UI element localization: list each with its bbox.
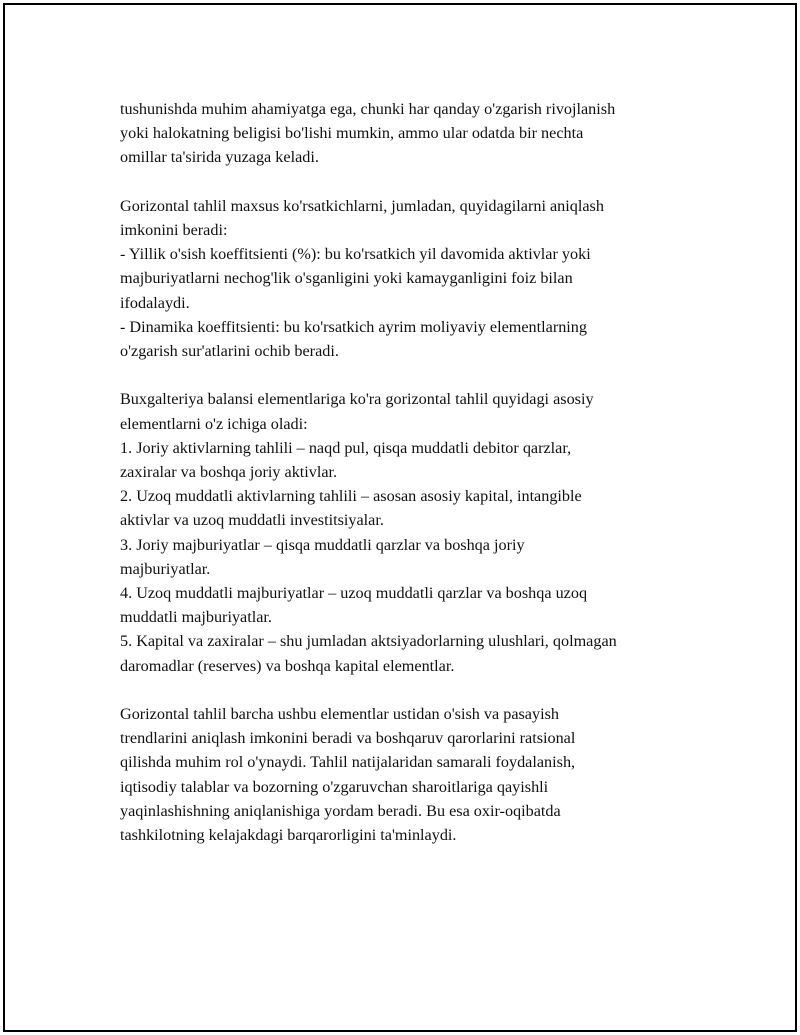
list-item-line: - Dinamika koeffitsienti: bu ko'rsatkich ayrim moliyaviy elementlarning	[120, 317, 587, 336]
paragraph-3	[120, 387, 700, 677]
list-item-line: zaxiralar va boshqa joriy aktivlar.	[120, 463, 338, 482]
document-page	[3, 3, 797, 1032]
text-line: Buxgalteriya balansi elementlariga ko'ra gorizontal tahlil quyidagi asosiy	[120, 390, 594, 409]
list-item-line: o'zgarish sur'atlarini ochib beradi.	[120, 342, 339, 361]
list-item-line: daromadlar (reserves) va boshqa kapital elementlar.	[120, 656, 455, 675]
text-line: Gorizontal tahlil barcha ushbu elementlar ustidan o'sish va pasayish	[120, 705, 559, 724]
text-line: qilishda muhim rol o'ynaydi. Tahlil natijalaridan samarali foydalanish,	[120, 753, 576, 772]
text-line: iqtisodiy talablar va bozorning o'zgaruvchan sharoitlariga qayishli	[120, 777, 549, 796]
paragraph-2	[120, 194, 700, 363]
list-item-line: - Yillik o'sish koeffitsienti (%): bu ko'rsatkich yil davomida aktivlar yoki	[120, 245, 591, 264]
list-item-line: 1. Joriy aktivlarning tahlili – naqd pul, qisqa muddatli debitor qarzlar,	[120, 438, 572, 457]
list-item-line: 4. Uzoq muddatli majburiyatlar – uzoq muddatli qarzlar va boshqa uzoq	[120, 584, 588, 603]
list-item-line: aktivlar va uzoq muddatli investitsiyalar.	[120, 511, 384, 530]
paragraph-4	[120, 702, 700, 847]
document-body	[120, 97, 700, 871]
list-item-line: 5. Kapital va zaxiralar – shu jumladan aktsiyadorlarning ulushlari, qolmagan	[120, 632, 617, 651]
text-line: imkonini beradi:	[120, 221, 228, 239]
list-item-line: majburiyatlar.	[120, 559, 211, 578]
text-line: elementlarni o'z ichiga oladi:	[120, 414, 308, 433]
text-line: tashkilotning kelajakdagi barqarorligini ta'minlaydi.	[120, 826, 457, 845]
list-item-line: 2. Uzoq muddatli aktivlarning tahlili – asosan asosiy kapital, intangible	[120, 487, 582, 506]
text-line: trendlarini aniqlash imkonini beradi va boshqaruv qarorlarini ratsional	[120, 729, 576, 748]
text-line: yaqinlashishning aniqlanishiga yordam beradi. Bu esa oxir-oqibatda	[120, 801, 561, 820]
text-line: Gorizontal tahlil maxsus ko'rsatkichlarni, jumladan, quyidagilarni aniqlash	[120, 196, 604, 215]
paragraph-1	[120, 97, 700, 170]
list-item-line: majburiyatlarni nechog'lik o'sganligini yoki kamayganligini foiz bilan	[120, 269, 573, 288]
list-item-line: ifodalaydi.	[120, 293, 190, 312]
text-line: tushunishda muhim ahamiyatga ega, chunki har qanday o'zgarish rivojlanish	[120, 100, 616, 118]
text-line: yoki halokatning beligisi bo'lishi mumkin, ammo ular odatda bir nechta	[120, 124, 584, 143]
list-item-line: muddatli majburiyatlar.	[120, 608, 272, 627]
list-item-line: 3. Joriy majburiyatlar – qisqa muddatli qarzlar va boshqa joriy	[120, 535, 525, 554]
text-line: omillar ta'sirida yuzaga keladi.	[120, 148, 319, 167]
